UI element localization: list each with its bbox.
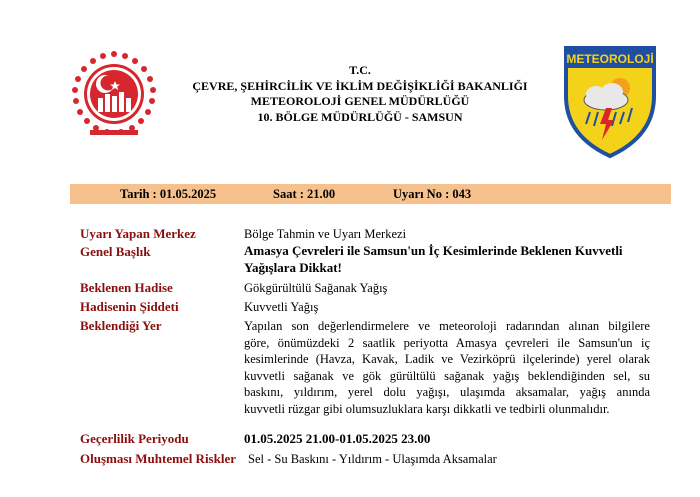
- severity-label: Hadisenin Şiddeti: [80, 299, 179, 314]
- title-line: Yağışlara Dikkat!: [244, 259, 342, 275]
- title-value: [244, 243, 623, 276]
- severity-value: Kuvvetli Yağış: [244, 300, 319, 314]
- meteoroloji-logo-text: METEOROLOJİ: [566, 52, 654, 66]
- validity-label: Geçerlilik Periyodu: [80, 431, 189, 446]
- header-regional-office: 10. BÖLGE MÜDÜRLÜĞÜ - SAMSUN: [257, 109, 463, 124]
- title-label: Genel Başlık: [80, 244, 151, 259]
- risks-value: Sel - Su Baskını - Yıldırım - Ulaşımda Aksamalar: [248, 452, 497, 466]
- event-value: Gökgürültülü Sağanak Yağış: [244, 281, 388, 295]
- place-line: kesimlerinde (Havza, Kavak, Ladik ve Vezirköprü ilçelerinde) yerel olarak: [244, 352, 650, 366]
- place-line: kuvvetli sağanak ve gök gürültülü sağanak yağış beklendiğinden sel, su: [244, 368, 650, 383]
- ministry-emblem-icon: [68, 48, 160, 140]
- place-label: Beklendiği Yer: [80, 318, 162, 333]
- risks-label: Oluşması Muhtemel Riskler: [80, 451, 236, 466]
- place-line: baskını, yıldırım, yerel dolu yağışı, ulaşımda aksamalar, yağış anında: [244, 385, 650, 399]
- place-line: kuvvetli rüzgar gibi olumsuzluklara karşı dikkatli ve tedbirli olunmalıdır.: [244, 401, 610, 416]
- meteoroloji-shield-icon: [562, 44, 658, 160]
- center-value: Bölge Tahmin ve Uyarı Merkezi: [244, 227, 407, 241]
- warning-date: Tarih : 01.05.2025: [120, 187, 217, 201]
- title-line: Amasya Çevreleri ile Samsun'un İç Kesimlerinde Beklenen Kuvvetli: [244, 243, 623, 258]
- center-label: Uyarı Yapan Merkez: [80, 226, 196, 241]
- place-value: [244, 318, 650, 417]
- header-tc: T.C.: [349, 63, 371, 77]
- header-directorate: METEOROLOJİ GENEL MÜDÜRLÜĞÜ: [250, 94, 470, 108]
- validity-value: 01.05.2025 21.00-01.05.2025 23.00: [244, 431, 431, 446]
- header-ministry: ÇEVRE, ŞEHİRCİLİK VE İKLİM DEĞİŞİKLİĞİ BAKANLIĞI: [192, 78, 528, 93]
- place-line: Yapılan son değerlendirmelere ve meteoroloji radarından alınan bilgilere: [244, 319, 650, 333]
- warning-info-bar: [70, 184, 671, 204]
- place-line: göre, önümüzdeki 2 saatlik periyotta Amasya çevreleri ile Samsun'un iç: [244, 335, 650, 350]
- warning-number: Uyarı No : 043: [393, 187, 472, 201]
- event-label: Beklenen Hadise: [80, 280, 173, 295]
- letterhead: [160, 63, 560, 125]
- warning-time: Saat : 21.00: [273, 187, 336, 201]
